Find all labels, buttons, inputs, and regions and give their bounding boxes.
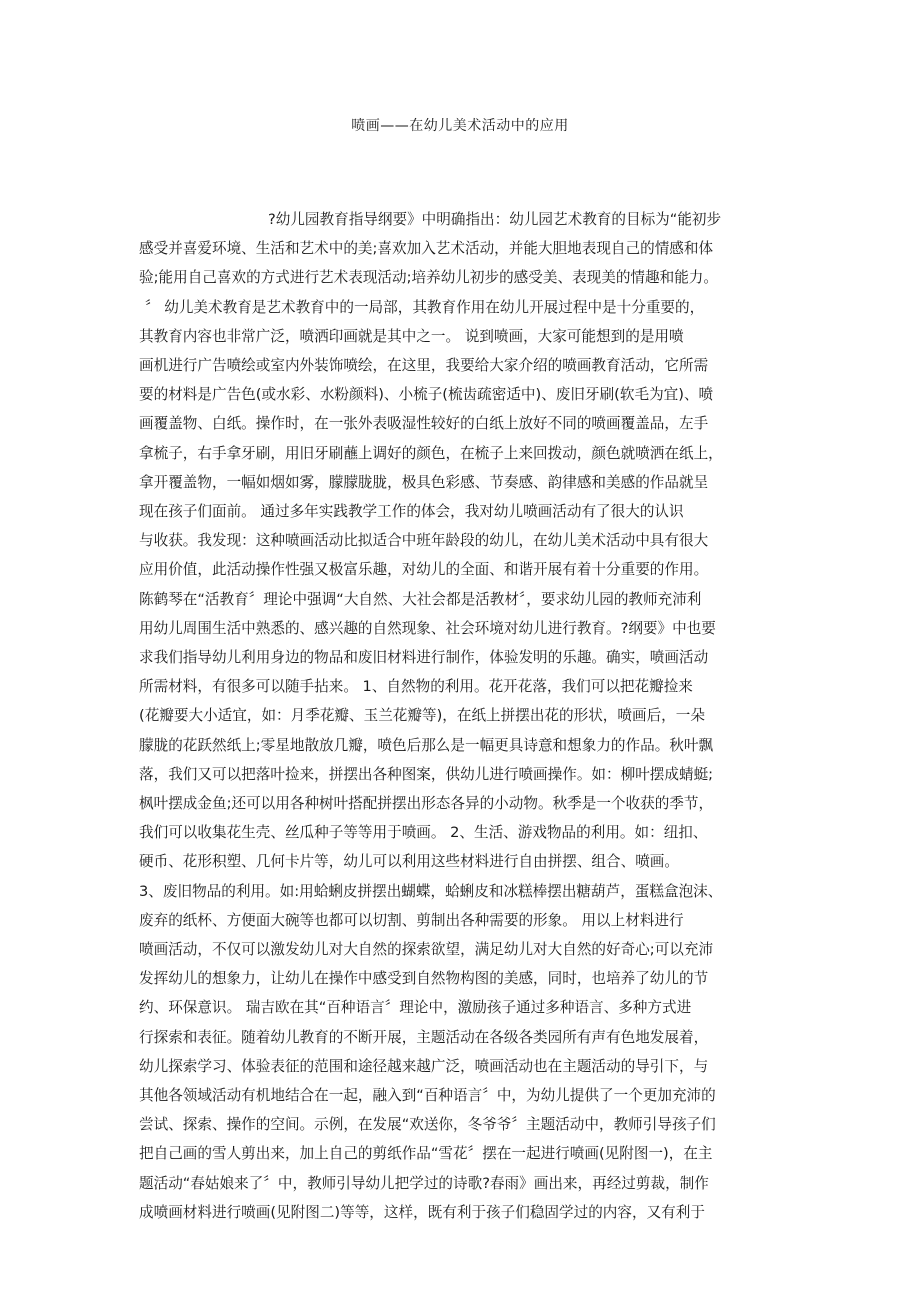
paragraph-line: 陈鹤琴在“活教育〞理论中强调“大自然、大社会都是活教材〞，要求幼儿园的教师充沛利 bbox=[139, 590, 702, 608]
paragraph-line: 行探索和表征。随着幼儿教育的不断开展，主题活动在各级各类园所有声有色地发展着， bbox=[139, 1028, 709, 1046]
paragraph-line: 落，我们又可以把落叶捡来，拼摆出各种图案，供幼儿进行喷画操作。如：柳叶摆成蜻蜓; bbox=[139, 765, 714, 783]
paragraph-line: 硬币、花形积塑、几何卡片等，幼儿可以利用这些材料进行自由拼摆、组合、喷画。 bbox=[139, 853, 679, 871]
paragraph-line: 幼儿探索学习、体验表征的范围和途径越来越广泛，喷画活动也在主题活动的导引下，与 bbox=[139, 1057, 709, 1075]
paragraph-line: 〞 幼儿美术教育是艺术教育中的一局部，其教育作用在幼儿开展过程中是十分重要的， bbox=[145, 298, 705, 316]
paragraph-line: 我们可以收集花生壳、丝瓜种子等等用于喷画。 2、生活、游戏物品的利用。如：纽扣、 bbox=[139, 824, 708, 842]
paragraph-line: 应用价值，此活动操作性强又极富乐趣，对幼儿的全面、和谐开展有着十分重要的作用。 bbox=[139, 561, 709, 579]
paragraph-line: ?幼儿园教育指导纲要》中明确指出：幼儿园艺术教育的目标为“能初步 bbox=[268, 211, 722, 228]
paragraph-line: 枫叶摆成金鱼;还可以用各种树叶搭配拼摆出形态各异的小动物。秋季是一个收获的季节， bbox=[139, 795, 714, 812]
paragraph-line: 用幼儿周围生活中熟悉的、感兴趣的自然现象、社会环境对幼儿进行教育。?纲要》中也要 bbox=[139, 619, 716, 637]
paragraph-line: 拿开覆盖物，一幅如烟如雾，朦朦胧胧，极具色彩感、节奏感、韵律感和美感的作品就呈 bbox=[139, 473, 709, 491]
paragraph-line: 尝试、探索、操作的空间。示例，在发展“欢送你，冬爷爷〞主题活动中，教师引导孩子们 bbox=[139, 1116, 716, 1134]
paragraph-line: 把自己画的雪人剪出来，加上自己的剪纸作品“雪花〞摆在一起进行喷画(见附图一)，在主 bbox=[139, 1145, 713, 1163]
paragraph-line: 要的材料是广告色(或水彩、水粉颜料)、小梳子(梳齿疏密适中)、废旧牙刷(软毛为宜)、喷 bbox=[139, 386, 714, 404]
paragraph-line: 成喷画材料进行喷画(见附图二)等等，这样，既有利于孩子们稳固学过的内容，又有利于 bbox=[139, 1203, 705, 1221]
paragraph-line: 所需材料，有很多可以随手拈来。 1、自然物的利用。花开花落，我们可以把花瓣捡来 bbox=[139, 678, 693, 696]
paragraph-line: 现在孩子们面前。 通过多年实践教学工作的体会，我对幼儿喷画活动有了很大的认识 bbox=[139, 503, 684, 520]
paragraph-line: 其他各领域活动有机地结合在一起，融入到“百种语言〞中，为幼儿提供了一个更加充沛的 bbox=[139, 1087, 716, 1104]
document-title: 喷画——在幼儿美术活动中的应用 bbox=[351, 118, 569, 134]
paragraph-line: 画覆盖物、白纸。操作时，在一张外表吸湿性较好的白纸上放好不同的喷画覆盖品，左手 bbox=[139, 415, 709, 433]
paragraph-line: 画机进行广告喷绘或室内外装饰喷绘，在这里，我要给大家介绍的喷画教育活动，它所需 bbox=[139, 357, 709, 374]
paragraph-line: 感受并喜爱环境、生活和艺术中的美;喜欢加入艺术活动，并能大胆地表现自己的情感和体 bbox=[139, 240, 714, 258]
paragraph-line: 题活动“春姑娘来了〞中，教师引导幼儿把学过的诗歌?春雨》画出来，再经过剪裁，制作 bbox=[139, 1174, 709, 1192]
paragraph-line: 朦胧的花跃然纸上;零星地散放几瓣，喷色后那么是一幅更具诗意和想象力的作品。秋叶飘 bbox=[139, 736, 714, 754]
paragraph-line: 约、环保意识。 瑞吉欧在其“百种语言〞理论中，激励孩子通过多种语言、多种方式进 bbox=[139, 999, 692, 1017]
paragraph-line: 拿梳子，右手拿牙刷，用旧牙刷蘸上调好的颜色，在梳子上来回拨动，颜色就喷洒在纸上， bbox=[139, 444, 723, 462]
paragraph-line: 与收获。我发现：这种喷画活动比拟适合中班年龄段的幼儿，在幼儿美术活动中具有很大 bbox=[139, 532, 709, 550]
paragraph-line: (花瓣要大小适宜，如：月季花瓣、玉兰花瓣等)，在纸上拼摆出花的形状，喷画后，一朵 bbox=[139, 707, 705, 725]
paragraph-line: 验;能用自己喜欢的方式进行艺术表现活动;培养幼儿初步的感受美、表现美的情趣和能力。 bbox=[139, 269, 718, 287]
paragraph-line: 喷画活动，不仅可以激发幼儿对大自然的探索欲望，满足幼儿对大自然的好奇心;可以充沛 bbox=[139, 941, 714, 958]
paragraph-line: 发挥幼儿的想象力，让幼儿在操作中感受到自然物构图的美感，同时，也培养了幼儿的节 bbox=[139, 970, 709, 988]
paragraph-line: 其教育内容也非常广泛，喷洒印画就是其中之一。 说到喷画，大家可能想到的是用喷 bbox=[139, 327, 684, 345]
paragraph-line: 3、废旧物品的利用。如:用蛤蜊皮拼摆出蝴蝶，蛤蜊皮和冰糕棒摆出糖葫芦，蛋糕盒泡沫、 bbox=[139, 882, 723, 900]
paragraph-line: 求我们指导幼儿利用身边的物品和废旧材料进行制作，体验发明的乐趣。确实，喷画活动 bbox=[139, 649, 709, 666]
paragraph-line: 废弃的纸杯、方便面大碗等也都可以切割、剪制出各种需要的形象。 用以上材料进行 bbox=[139, 911, 684, 929]
